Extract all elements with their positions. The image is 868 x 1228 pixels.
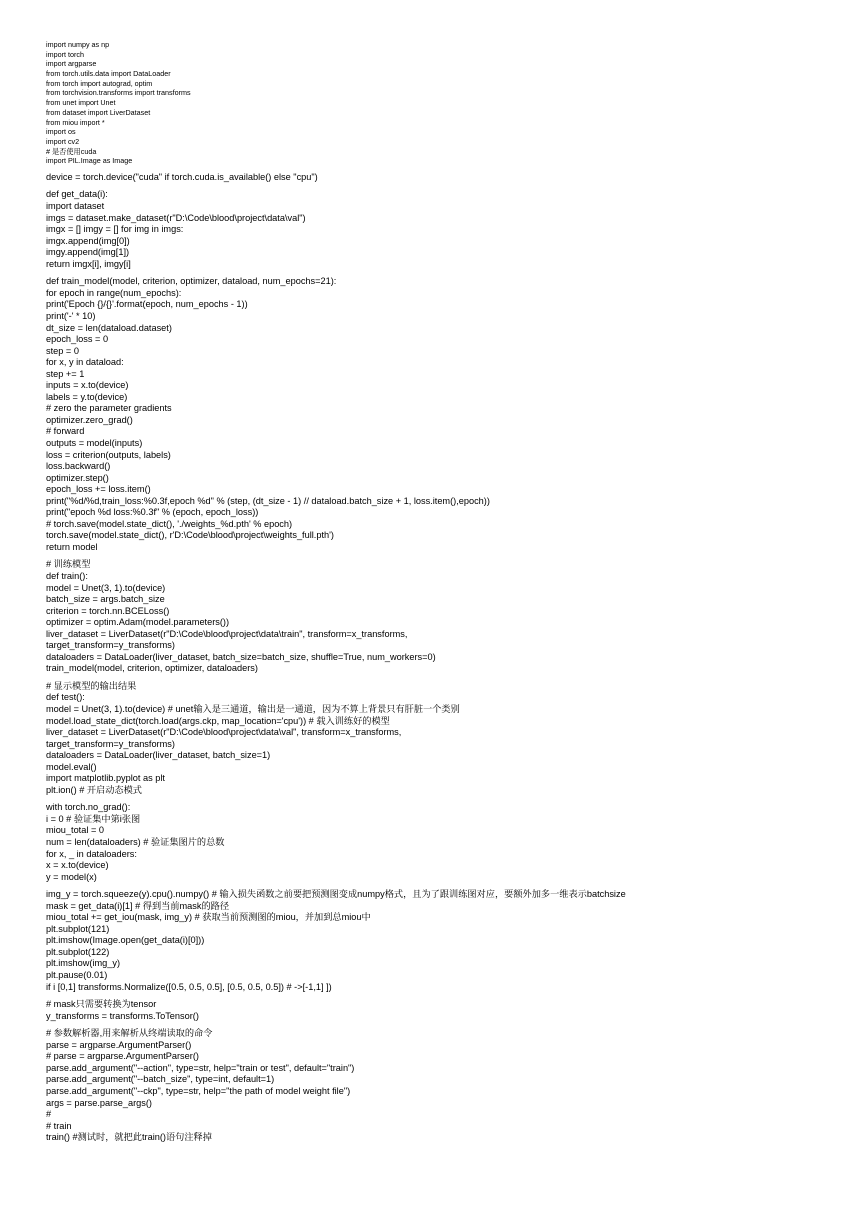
code-line: # zero the parameter gradients: [46, 403, 172, 414]
code-line: optimizer.step(): [46, 472, 109, 483]
code-line: device = torch.device("cuda" if torch.cuda.is_available() else "cpu"): [46, 171, 318, 182]
code-line: torch.save(model.state_dict(), r'D:\Code\blood\project\weights_full.pth'): [46, 530, 334, 541]
code-line: for epoch in range(num_epochs):: [46, 287, 182, 298]
code-line: liver_dataset = LiverDataset(r"D:\Code\blood\project\data\val", transform=x_transforms,: [46, 727, 402, 738]
code-line: x = x.to(device): [46, 860, 109, 871]
code-line: for x, _ in dataloaders:: [46, 848, 137, 859]
code-line: dt_size = len(dataload.dataset): [46, 322, 172, 333]
code-line: liver_dataset = LiverDataset(r"D:\Code\blood\project\data\train", transform=x_transforms,: [46, 628, 408, 639]
code-line: inputs = x.to(device): [46, 380, 129, 391]
code-line: dataloaders = DataLoader(liver_dataset, batch_size=1): [46, 750, 271, 761]
import-line: import PIL.Image as Image: [46, 156, 133, 166]
code-line: import matplotlib.pyplot as plt: [46, 773, 165, 784]
code-line: #: [46, 1109, 52, 1120]
code-line: plt.subplot(121): [46, 923, 110, 934]
code-line: import dataset: [46, 201, 105, 212]
import-line: from dataset import LiverDataset: [46, 107, 151, 117]
code-line: def test():: [46, 692, 85, 703]
code-line: labels = y.to(device): [46, 391, 128, 402]
code-line: # 显示模型的输出结果: [46, 680, 137, 691]
code-line: plt.ion() # 开启动态模式: [46, 784, 142, 795]
code-line: # torch.save(model.state_dict(), './weights_%d.pth' % epoch): [46, 518, 293, 529]
code-line: parse.add_argument("--ckp", type=str, help="the path of model weight file"): [46, 1085, 351, 1096]
code-line: train_model(model, criterion, optimizer, dataloaders): [46, 663, 258, 674]
code-line: # train: [46, 1120, 72, 1131]
import-line: import os: [46, 127, 76, 137]
code-line: plt.imshow(img_y): [46, 958, 121, 969]
import-line: from unet import Unet: [46, 98, 116, 108]
code-line: imgx.append(img[0]): [46, 235, 130, 246]
import-line: from torchvision.transforms import transforms: [46, 88, 191, 98]
code-line: args = parse.parse_args(): [46, 1097, 152, 1108]
code-line: with torch.no_grad():: [46, 802, 131, 813]
code-line: step += 1: [46, 368, 85, 379]
import-line: # 是否使用cuda: [46, 146, 97, 156]
code-line: print('-' * 10): [46, 310, 96, 321]
import-line: import torch: [46, 49, 84, 59]
code-line: train() #测试时，就把此train()语句注释掉: [46, 1132, 212, 1143]
code-line: plt.subplot(122): [46, 946, 110, 957]
code-line: print('Epoch {}/{}'.format(epoch, num_epochs - 1)): [46, 299, 248, 310]
code-line: loss = criterion(outputs, labels): [46, 449, 171, 460]
code-line: parse.add_argument("--batch_size", type=int, default=1): [46, 1074, 275, 1085]
import-line: import cv2: [46, 136, 80, 146]
code-line: imgy.append(img[1]): [46, 247, 130, 258]
code-line: return model: [46, 541, 98, 552]
code-line: loss.backward(): [46, 461, 111, 472]
code-line: model.eval(): [46, 761, 97, 772]
code-line: plt.imshow(Image.open(get_data(i)[0])): [46, 935, 205, 946]
code-line: miou_total = 0: [46, 825, 104, 836]
code-line: def train():: [46, 570, 88, 581]
code-line: # mask只需要转换为tensor: [46, 999, 157, 1010]
code-line: plt.pause(0.01): [46, 970, 108, 981]
code-line: # 训练模型: [46, 559, 91, 570]
code-line: imgs = dataset.make_dataset(r"D:\Code\blood\project\data\val"): [46, 212, 306, 223]
code-line: return imgx[i], imgy[i]: [46, 258, 131, 269]
code-line: # 参数解析器,用来解析从终端读取的命令: [46, 1028, 213, 1039]
code-line: model = Unet(3, 1).to(device) # unet输入是三通道，输出是一通道，因为不算上背景只有肝脏一个类别: [46, 704, 460, 714]
code-line: dataloaders = DataLoader(liver_dataset, batch_size=batch_size, shuffle=True, num_workers=0): [46, 651, 436, 662]
code-line: imgx = [] imgy = [] for img in imgs:: [46, 224, 184, 235]
code-line: print("%d/%d,train_loss:%0.3f,epoch %d" % (step, (dt_size - 1) // dataload.batch_size + 1, loss.item(),epoch)): [46, 495, 490, 506]
code-line: def train_model(model, criterion, optimizer, dataload, num_epochs=21):: [46, 276, 337, 287]
code-line: miou_total += get_iou(mask, img_y) # 获取当前预测图的miou，并加到总miou中: [46, 912, 371, 923]
import-block: [46, 40, 846, 166]
code-line: optimizer = optim.Adam(model.parameters()): [46, 617, 230, 628]
code-line: parse.add_argument("--action", type=str, help="train or test", default="train"): [46, 1062, 355, 1073]
code-line: y_transforms = transforms.ToTensor(): [46, 1010, 199, 1021]
code-line: outputs = model(inputs): [46, 437, 143, 448]
import-line: from torch import autograd, optim: [46, 78, 153, 88]
code-line: batch_size = args.batch_size: [46, 594, 165, 605]
import-line: import argparse: [46, 59, 97, 69]
code-line: mask = get_data(i)[1] # 得到当前mask的路径: [46, 900, 230, 911]
code-line: criterion = torch.nn.BCELoss(): [46, 605, 170, 616]
code-line: y = model(x): [46, 871, 97, 882]
code-line: optimizer.zero_grad(): [46, 414, 133, 425]
code-body: [46, 172, 846, 1144]
code-line: step = 0: [46, 345, 79, 356]
code-line: # parse = argparse.ArgumentParser(): [46, 1051, 199, 1062]
code-line: num = len(dataloaders) # 验证集图片的总数: [46, 837, 225, 848]
import-line: from torch.utils.data import DataLoader: [46, 69, 171, 79]
code-line: for x, y in dataload:: [46, 357, 124, 368]
code-line: target_transform=y_transforms): [46, 640, 175, 651]
import-line: import numpy as np: [46, 40, 110, 49]
code-line: # forward: [46, 426, 85, 437]
import-line: from miou import *: [46, 117, 105, 127]
code-line: parse = argparse.ArgumentParser(): [46, 1039, 192, 1050]
code-line: i = 0 # 验证集中第i张图: [46, 813, 141, 824]
code-line: print("epoch %d loss:%0.3f" % (epoch, epoch_loss)): [46, 507, 259, 518]
code-line: epoch_loss += loss.item(): [46, 484, 151, 495]
document-page: [46, 40, 846, 1144]
code-line: model = Unet(3, 1).to(device): [46, 582, 166, 593]
code-line: if i [0,1] transforms.Normalize([0.5, 0.5, 0.5], [0.5, 0.5, 0.5]) # ->[-1,1] ]): [46, 981, 332, 992]
code-line: img_y = torch.squeeze(y).cpu().numpy() # 输入损失函数之前要把预测图变成numpy格式，且为了跟训练图对应，要额外加多一维表示batchsize: [46, 889, 626, 900]
code-line: epoch_loss = 0: [46, 334, 109, 345]
code-line: model.load_state_dict(torch.load(args.ckp, map_location='cpu')) # 载入训练好的模型: [46, 715, 390, 726]
code-line: target_transform=y_transforms): [46, 738, 175, 749]
code-line: def get_data(i):: [46, 189, 108, 200]
